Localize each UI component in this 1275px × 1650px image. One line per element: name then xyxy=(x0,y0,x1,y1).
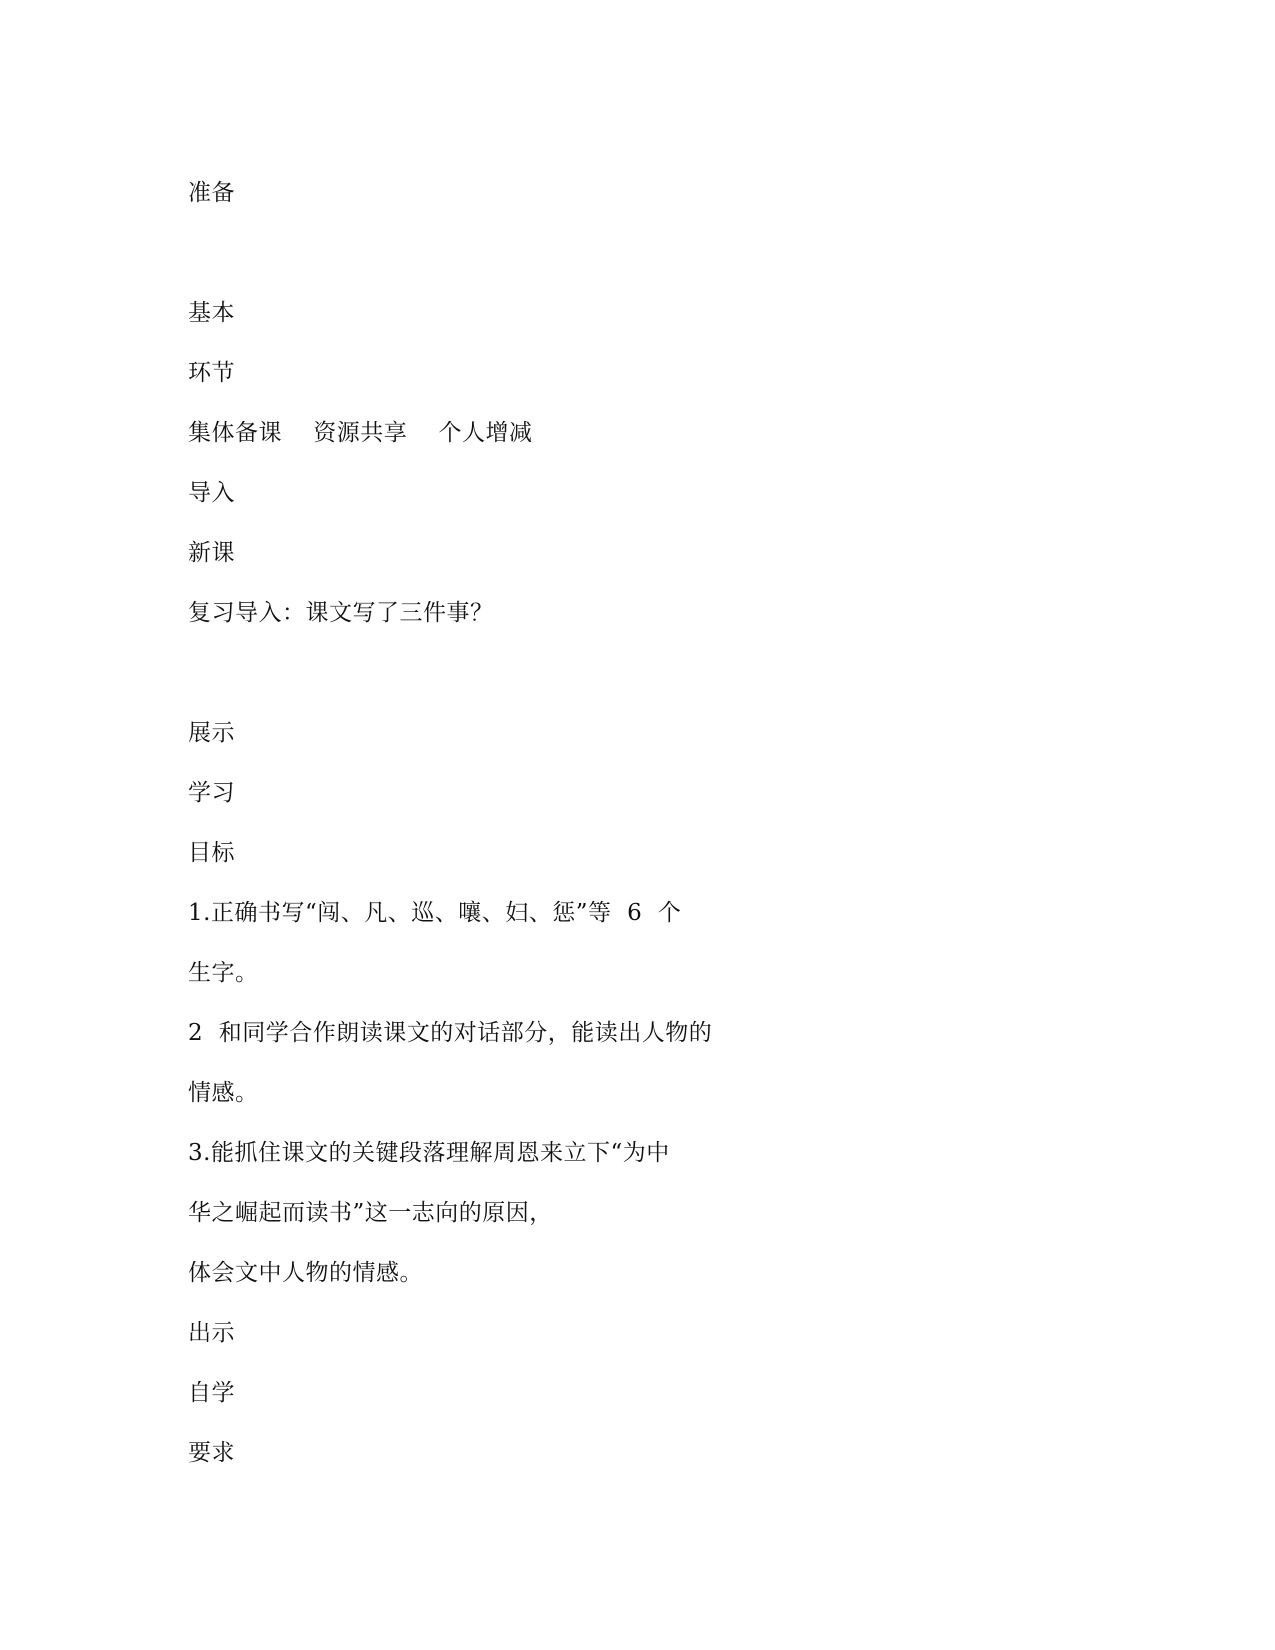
label-xuexi: 学习 xyxy=(188,780,235,806)
objective-2-line-1: 2 和同学合作朗读课文的对话部分，能读出人物的 xyxy=(188,1020,713,1046)
label-zixue: 自学 xyxy=(188,1380,235,1406)
label-xinke: 新课 xyxy=(188,540,235,566)
objective-1-line-2: 生字。 xyxy=(188,960,259,986)
label-jiben: 基本 xyxy=(188,300,235,326)
review-intro-text: 复习导入：课文写了三件事？ xyxy=(188,600,494,626)
label-daoru: 导入 xyxy=(188,480,235,506)
label-zhanshi: 展示 xyxy=(188,720,235,746)
label-zhunbei: 准备 xyxy=(188,180,235,206)
label-mubiao: 目标 xyxy=(188,840,235,866)
objective-3-line-1: 3.能抓住课文的关键段落理解周恩来立下“为中 xyxy=(188,1140,670,1166)
label-huanjie: 环节 xyxy=(188,360,235,386)
column-headers: 集体备课 资源共享 个人增减 xyxy=(188,420,533,446)
objective-1-line-1: 1.正确书写“闯、凡、巡、嚷、妇、惩”等 6 个 xyxy=(188,900,682,926)
objective-3-line-2: 华之崛起而读书”这一志向的原因， xyxy=(188,1200,553,1226)
label-chushi: 出示 xyxy=(188,1320,235,1346)
label-yaoqiu: 要求 xyxy=(188,1440,235,1466)
objective-2-line-2: 情感。 xyxy=(188,1080,259,1106)
objective-3-line-3: 体会文中人物的情感。 xyxy=(188,1260,423,1286)
